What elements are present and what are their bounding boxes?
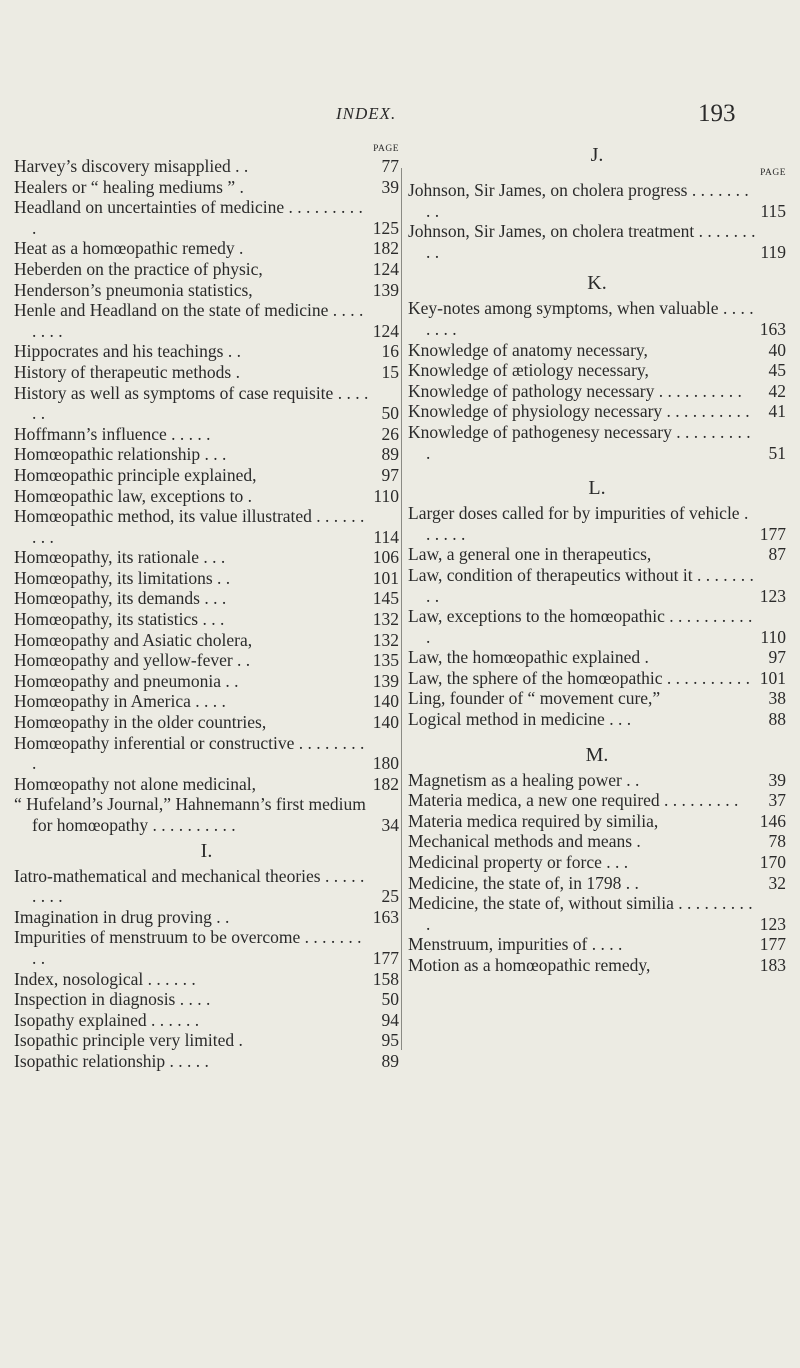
entry-page: 50 bbox=[381, 989, 399, 1010]
entry-page: 114 bbox=[373, 526, 399, 547]
entry-page: 26 bbox=[381, 423, 399, 444]
left-column bbox=[14, 143, 399, 1072]
entry-text: Homœopathy and yellow-fever . . bbox=[14, 650, 251, 671]
index-entry bbox=[14, 465, 399, 486]
entry-page: 139 bbox=[372, 279, 399, 300]
entry-page: 39 bbox=[768, 769, 786, 790]
entry-page: 97 bbox=[768, 647, 786, 668]
entry-page: 89 bbox=[381, 444, 399, 465]
entry-text: Medicine, the state of, in 1798 . . bbox=[408, 872, 639, 893]
entry-text: Isopathic relationship . . . . . bbox=[14, 1050, 209, 1071]
entry-page: 132 bbox=[372, 629, 399, 650]
entry-text: Law, a general one in therapeutics, bbox=[408, 544, 652, 565]
index-entry bbox=[408, 340, 786, 361]
entry-page: 145 bbox=[372, 588, 399, 609]
index-entry bbox=[408, 221, 786, 262]
page-label: PAGE bbox=[760, 168, 786, 178]
index-entry bbox=[408, 647, 786, 668]
entry-page: 132 bbox=[372, 609, 399, 630]
entry-page: 88 bbox=[768, 709, 786, 730]
entry-page: 97 bbox=[381, 464, 399, 485]
letter-heading-m: M. bbox=[585, 743, 609, 766]
index-entry bbox=[408, 180, 786, 221]
page-header bbox=[0, 100, 800, 136]
index-entry bbox=[14, 733, 399, 774]
index-entry bbox=[408, 401, 786, 422]
entry-text: “ Hufeland’s Journal,” Hahnemann’s first medium for homœopathy . . . . . . . . . . bbox=[14, 794, 366, 835]
entry-page: 50 bbox=[381, 403, 399, 424]
entry-page: 123 bbox=[759, 585, 786, 606]
index-entry bbox=[408, 893, 786, 934]
h-entries bbox=[14, 156, 399, 836]
entry-text: Law, condition of therapeutics without it . . . . . . . . . bbox=[408, 564, 754, 606]
running-title: INDEX. bbox=[336, 104, 397, 123]
index-entry bbox=[408, 381, 786, 402]
index-entry bbox=[14, 362, 399, 383]
index-entry bbox=[14, 969, 399, 990]
index-entry bbox=[14, 650, 399, 671]
entry-page: 123 bbox=[759, 913, 786, 934]
entry-page: 34 bbox=[381, 815, 399, 835]
entry-text: Knowledge of ætiology necessary, bbox=[408, 360, 649, 381]
entry-text: Knowledge of pathogenesy necessary . . . . . . . . . . bbox=[408, 421, 751, 463]
entry-page: 110 bbox=[760, 626, 786, 647]
entry-page: 32 bbox=[768, 872, 786, 893]
letter-heading-j: J. bbox=[590, 144, 604, 166]
entry-text: Harvey’s discovery misapplied . . bbox=[14, 156, 249, 176]
entry-text: Knowledge of anatomy necessary, bbox=[408, 339, 648, 360]
index-entry bbox=[408, 770, 786, 791]
entry-page: 42 bbox=[768, 380, 786, 401]
entry-text: Medicinal property or force . . . bbox=[408, 852, 629, 873]
entry-text: Larger doses called for by impurities of vehicle . . . . . . bbox=[408, 503, 749, 544]
letter-heading-l: L. bbox=[588, 477, 606, 500]
entry-page: 177 bbox=[372, 947, 399, 968]
index-entry bbox=[14, 383, 399, 424]
entry-text: Menstruum, impurities of . . . . bbox=[408, 934, 623, 955]
entry-page: 163 bbox=[759, 318, 786, 339]
entry-page: 51 bbox=[768, 442, 786, 463]
index-entry bbox=[408, 606, 786, 647]
letter-heading-i: I. bbox=[200, 839, 213, 862]
entry-page: 94 bbox=[381, 1009, 399, 1030]
index-entry bbox=[14, 866, 399, 907]
entry-text: Homœopathic relationship . . . bbox=[14, 444, 227, 465]
index-entry bbox=[14, 927, 399, 968]
index-entry bbox=[14, 588, 399, 609]
entry-text: Law, the sphere of the homœopathic . . . . . . . . . . bbox=[408, 667, 750, 688]
entry-page: 78 bbox=[768, 831, 786, 852]
index-entry bbox=[14, 424, 399, 445]
entry-text: Homœopathy inferential or constructive . . . . . . . . . bbox=[14, 732, 365, 774]
entry-text: Johnson, Sir James, on cholera treatment . . . . . . . . . bbox=[408, 221, 756, 262]
entry-page: 95 bbox=[381, 1030, 399, 1051]
entry-page: 101 bbox=[372, 567, 399, 588]
index-entry bbox=[408, 688, 786, 709]
entry-text: Law, exceptions to the homœopathic . . . . . . . . . . . bbox=[408, 606, 753, 647]
entry-text: Heberden on the practice of physic, bbox=[14, 258, 263, 279]
entry-page: 163 bbox=[372, 906, 399, 927]
entry-text: Homœopathy, its limitations . . bbox=[14, 567, 231, 588]
page-label: PAGE bbox=[373, 144, 399, 154]
entry-page: 89 bbox=[381, 1050, 399, 1071]
k-entries bbox=[408, 298, 786, 463]
entry-page: 37 bbox=[768, 790, 786, 811]
entry-page: 177 bbox=[759, 523, 786, 544]
index-entry bbox=[14, 1030, 399, 1051]
entry-text: Imagination in drug proving . . bbox=[14, 906, 230, 927]
entry-page: 124 bbox=[372, 320, 399, 341]
entry-text: Homœopathy, its demands . . . bbox=[14, 588, 227, 609]
entry-page: 125 bbox=[372, 217, 399, 238]
entry-text: Hoffmann’s influence . . . . . bbox=[14, 423, 211, 444]
entry-page: 183 bbox=[759, 955, 786, 975]
entry-text: Homœopathy and pneumonia . . bbox=[14, 670, 239, 691]
index-entry bbox=[14, 197, 399, 238]
index-entry bbox=[14, 568, 399, 589]
entry-text: Medicine, the state of, without similia . . . . . . . . . . bbox=[408, 893, 753, 934]
index-entry bbox=[14, 794, 399, 835]
index-entry bbox=[14, 177, 399, 198]
entry-text: Knowledge of physiology necessary . . . . . . . . . . bbox=[408, 401, 750, 422]
entry-page: 77 bbox=[381, 156, 399, 176]
entry-page: 40 bbox=[768, 339, 786, 360]
index-entry bbox=[14, 712, 399, 733]
entry-page: 146 bbox=[759, 810, 786, 831]
l-entries bbox=[408, 503, 786, 730]
entry-page: 41 bbox=[768, 401, 786, 422]
entry-page: 25 bbox=[381, 886, 399, 907]
index-entry bbox=[408, 934, 786, 955]
entry-text: Knowledge of pathology necessary . . . . . . . . . . bbox=[408, 380, 742, 401]
index-entry bbox=[14, 486, 399, 507]
entry-text: History of therapeutic methods . bbox=[14, 361, 240, 382]
index-entry bbox=[14, 156, 399, 177]
index-entry bbox=[14, 774, 399, 795]
entry-text: Iatro-mathematical and mechanical theories . . . . . . . . . bbox=[14, 865, 365, 907]
index-entry bbox=[14, 1010, 399, 1031]
entry-text: Henderson’s pneumonia statistics, bbox=[14, 279, 253, 300]
entry-text: Materia medica, a new one required . . . . . . . . . bbox=[408, 790, 739, 811]
index-entry bbox=[408, 565, 786, 606]
entry-text: Homœopathic method, its value illustrated . . . . . . . . . bbox=[14, 506, 365, 547]
index-entry bbox=[408, 503, 786, 544]
index-entry bbox=[14, 609, 399, 630]
index-entry bbox=[14, 300, 399, 341]
entry-page: 115 bbox=[760, 200, 786, 221]
m-entries bbox=[408, 770, 786, 976]
entry-page: 140 bbox=[372, 691, 399, 712]
index-entry bbox=[14, 691, 399, 712]
entry-page: 38 bbox=[768, 688, 786, 709]
entry-text: Law, the homœopathic explained . bbox=[408, 647, 649, 668]
entry-page: 106 bbox=[372, 547, 399, 568]
entry-text: Homœopathy not alone medicinal, bbox=[14, 773, 257, 794]
index-entry bbox=[14, 506, 399, 547]
entry-text: Key-notes among symptoms, when valuable . . . . . . . . bbox=[408, 298, 754, 339]
index-entry bbox=[408, 668, 786, 689]
index-entry bbox=[14, 671, 399, 692]
entry-text: Impurities of menstruum to be overcome . . . . . . . . . bbox=[14, 927, 362, 968]
entry-text: History as well as symptoms of case requisite . . . . . . bbox=[14, 382, 369, 424]
index-entry bbox=[14, 989, 399, 1010]
entry-text: Magnetism as a healing power . . bbox=[408, 769, 640, 790]
column-divider bbox=[401, 168, 402, 1050]
index-entry bbox=[408, 955, 786, 976]
entry-text: Logical method in medicine . . . bbox=[408, 709, 632, 730]
entry-text: Homœopathy in the older countries, bbox=[14, 712, 267, 733]
entry-text: Homœopathy in America . . . . bbox=[14, 691, 226, 712]
index-entry bbox=[14, 280, 399, 301]
entry-page: 177 bbox=[759, 934, 786, 955]
entry-page: 180 bbox=[372, 753, 399, 774]
letter-heading-k: K. bbox=[587, 272, 607, 295]
entry-text: Healers or “ healing mediums ” . bbox=[14, 176, 244, 197]
j-entries bbox=[408, 180, 786, 262]
right-column bbox=[408, 143, 786, 976]
entry-text: Isopathic principle very limited . bbox=[14, 1030, 243, 1051]
index-entry bbox=[14, 907, 399, 928]
entry-text: Homœopathy, its statistics . . . bbox=[14, 609, 225, 630]
entry-text: Henle and Headland on the state of medicine . . . . . . . . bbox=[14, 300, 364, 341]
index-entry bbox=[14, 259, 399, 280]
index-entry bbox=[14, 1051, 399, 1072]
entry-page: 140 bbox=[372, 712, 399, 733]
entry-page: 182 bbox=[372, 773, 399, 794]
entry-text: Hippocrates and his teachings . . bbox=[14, 341, 241, 362]
entry-page: 39 bbox=[381, 176, 399, 197]
entry-page: 45 bbox=[768, 360, 786, 381]
entry-text: Heat as a homœopathic remedy . bbox=[14, 238, 244, 259]
index-entry bbox=[14, 630, 399, 651]
entry-text: Materia medica required by similia, bbox=[408, 810, 659, 831]
entry-text: Homœopathy, its rationale . . . bbox=[14, 547, 226, 568]
entry-text: Homœopathy and Asiatic cholera, bbox=[14, 629, 253, 650]
index-entry bbox=[408, 873, 786, 894]
index-entry bbox=[408, 422, 786, 463]
entry-text: Homœopathic principle explained, bbox=[14, 464, 257, 485]
entry-text: Headland on uncertainties of medicine . . . . . . . . . . bbox=[14, 197, 363, 238]
entry-text: Inspection in diagnosis . . . . bbox=[14, 989, 211, 1010]
index-entry bbox=[14, 444, 399, 465]
entry-page: 119 bbox=[760, 241, 786, 262]
entry-page: 16 bbox=[381, 341, 399, 362]
index-entry bbox=[14, 238, 399, 259]
index-entry bbox=[408, 298, 786, 339]
page-number: 193 bbox=[698, 100, 736, 127]
index-entry bbox=[408, 544, 786, 565]
index-entry bbox=[408, 360, 786, 381]
entry-page: 124 bbox=[372, 258, 399, 279]
entry-text: Ling, founder of “ movement cure,” bbox=[408, 688, 661, 709]
i-entries bbox=[14, 866, 399, 1072]
index-entry bbox=[408, 811, 786, 832]
entry-page: 135 bbox=[372, 650, 399, 671]
index-entry bbox=[408, 831, 786, 852]
index-entry bbox=[408, 790, 786, 811]
entry-page: 15 bbox=[381, 361, 399, 382]
entry-text: Homœopathic law, exceptions to . bbox=[14, 485, 252, 506]
entry-page: 158 bbox=[372, 968, 399, 989]
entry-text: Johnson, Sir James, on cholera progress . . . . . . . . . bbox=[408, 180, 749, 221]
entry-page: 139 bbox=[372, 670, 399, 691]
entry-page: 110 bbox=[373, 485, 399, 506]
entry-text: Isopathy explained . . . . . . bbox=[14, 1009, 200, 1030]
index-entry bbox=[14, 341, 399, 362]
entry-text: Mechanical methods and means . bbox=[408, 831, 641, 852]
entry-text: Motion as a homœopathic remedy, bbox=[408, 955, 651, 975]
entry-page: 170 bbox=[759, 852, 786, 873]
index-entry bbox=[408, 709, 786, 730]
entry-page: 87 bbox=[768, 544, 786, 565]
index-entry bbox=[14, 547, 399, 568]
entry-page: 101 bbox=[759, 667, 786, 688]
entry-text: Index, nosological . . . . . . bbox=[14, 968, 196, 989]
entry-page: 182 bbox=[372, 238, 399, 259]
index-entry bbox=[408, 852, 786, 873]
